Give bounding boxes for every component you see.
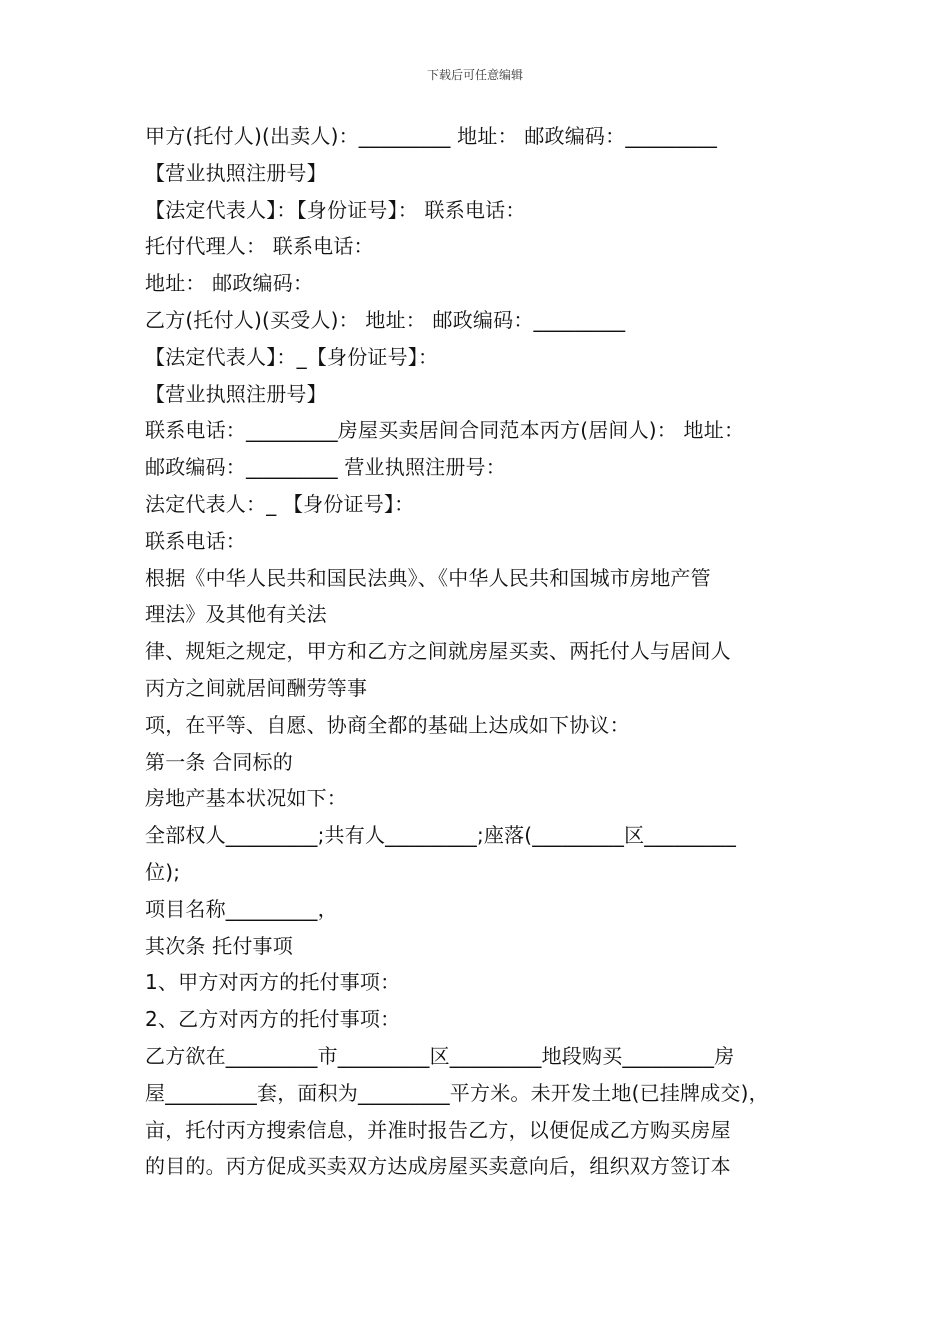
text-line: 【营业执照注册号】 bbox=[145, 381, 327, 406]
text-line: 联系电话： bbox=[145, 528, 246, 553]
text-line: 屋_________套，面积为_________平方米。未开发土地(已挂牌成交)， bbox=[145, 1080, 769, 1105]
text-line: 丙方之间就居间酬劳等事 bbox=[145, 675, 368, 700]
text-line: 律、规矩之规定，甲方和乙方之间就房屋买卖、两托付人与居间人 bbox=[145, 639, 731, 664]
text-line: 乙方欲在_________市_________区_________地段购买_________房 bbox=[145, 1043, 735, 1068]
text-line: 房地产基本状况如下： bbox=[145, 786, 347, 811]
text-line: 的目的。丙方促成买卖双方达成房屋买卖意向后，组织双方签订本 bbox=[145, 1154, 731, 1179]
text-line: 【法定代表人】：_【身份证号】： bbox=[145, 344, 439, 369]
page-header: 下载后可任意编辑 bbox=[426, 68, 523, 82]
text-line: 项，在平等、自愿、协商全都的基础上达成如下协议： bbox=[145, 712, 630, 737]
text-line: 全部权人_________;共有人_________;座落(_________区_________ bbox=[145, 823, 737, 848]
text-line: 理法》及其他有关法 bbox=[145, 602, 327, 627]
text-line: 位); bbox=[145, 859, 181, 884]
text-line: 【营业执照注册号】 bbox=[145, 160, 327, 185]
text-line: 联系电话：_________房屋买卖居间合同范本丙方(居间人)： 地址： bbox=[145, 418, 745, 443]
text-line: 项目名称_________， bbox=[145, 896, 338, 921]
text-line: 甲方(托付人)(出卖人)：_________ 地址： 邮政编码：_________ bbox=[145, 124, 718, 148]
text-line: 乙方(托付人)(买受人)： 地址： 邮政编码：_________ bbox=[145, 307, 626, 332]
contract-body bbox=[145, 118, 815, 1185]
section-heading: 第一条 合同标的 bbox=[145, 749, 293, 774]
text-line: 邮政编码：_________ 营业执照注册号： bbox=[145, 455, 506, 480]
text-line: 2、乙方对丙方的托付事项： bbox=[145, 1007, 401, 1032]
text-line: 根据《中华人民共和国民法典》、《中华人民共和国城市房地产管 bbox=[145, 565, 711, 590]
text-line: 法定代表人：_ 【身份证号】： bbox=[145, 491, 415, 516]
section-heading: 其次条 托付事项 bbox=[145, 933, 293, 958]
text-line: 【法定代表人】：【身份证号】： 联系电话： bbox=[145, 197, 526, 222]
text-line: 地址： 邮政编码： bbox=[145, 271, 314, 296]
text-line: 亩，托付丙方搜索信息，并准时报告乙方，以便促成乙方购买房屋 bbox=[145, 1117, 731, 1142]
text-line: 1、甲方对丙方的托付事项： bbox=[145, 970, 401, 995]
text-line: 托付代理人： 联系电话： bbox=[145, 234, 374, 259]
